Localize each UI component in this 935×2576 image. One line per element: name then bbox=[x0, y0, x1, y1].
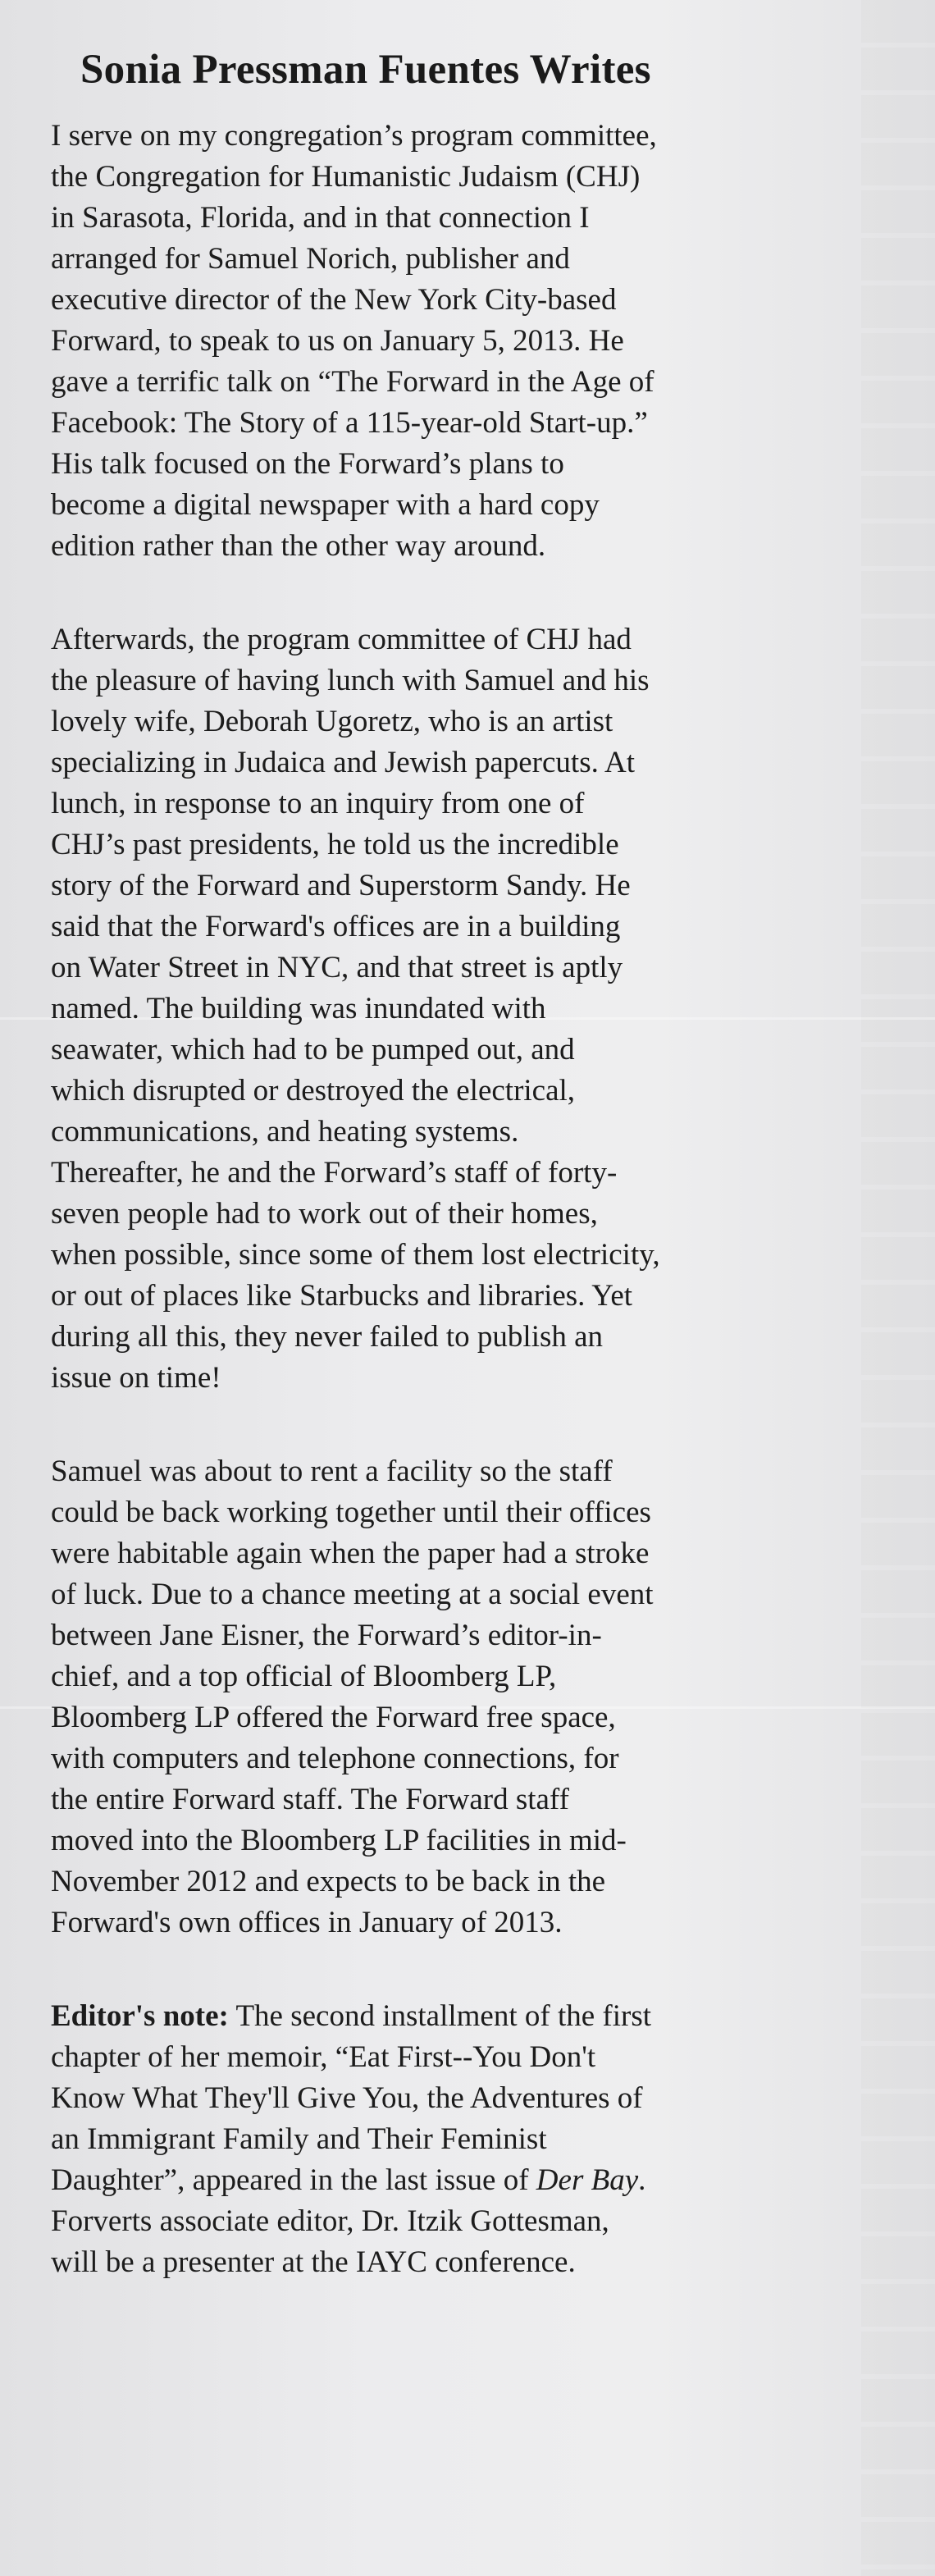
paragraph-intro bbox=[51, 116, 871, 567]
text-line: become a digital newspaper with a hard copy bbox=[51, 487, 600, 522]
text-line: I serve on my congregation’s program committee, bbox=[51, 118, 657, 153]
text-line: Bloomberg LP offered the Forward free space, bbox=[51, 1700, 616, 1734]
bleed-through-shading bbox=[861, 0, 935, 2576]
article-title: Sonia Pressman Fuentes Writes bbox=[80, 47, 651, 93]
text-line: seawater, which had to be pumped out, and bbox=[51, 1032, 575, 1066]
paragraph-bloomberg bbox=[51, 1451, 871, 1943]
text-line: arranged for Samuel Norich, publisher and bbox=[51, 241, 570, 276]
text-line: the pleasure of having lunch with Samuel and his bbox=[51, 663, 650, 697]
text-line: named. The building was inundated with bbox=[51, 991, 546, 1025]
text-line: Thereafter, he and the Forward’s staff of forty- bbox=[51, 1155, 618, 1190]
text-line: or out of places like Starbucks and libraries. Yet bbox=[51, 1278, 633, 1313]
text-line: executive director of the New York City-based bbox=[51, 282, 617, 317]
editors-note-line: an Immigrant Family and Their Feminist bbox=[51, 2122, 547, 2156]
text-line: in Sarasota, Florida, and in that connection I bbox=[51, 200, 590, 235]
text-line: chief, and a top official of Bloomberg LP, bbox=[51, 1659, 557, 1693]
editors-note-line: will be a presenter at the IAYC conference. bbox=[51, 2245, 576, 2279]
text-line: edition rather than the other way around. bbox=[51, 528, 546, 563]
text-line: the Congregation for Humanistic Judaism (CHJ) bbox=[51, 159, 641, 194]
text-line: could be back working together until their offices bbox=[51, 1495, 651, 1529]
text-line: story of the Forward and Superstorm Sandy. He bbox=[51, 868, 631, 902]
text-line: CHJ’s past presidents, he told us the incredible bbox=[51, 827, 619, 861]
text-line: which disrupted or destroyed the electrical, bbox=[51, 1073, 576, 1108]
text-line: during all this, they never failed to publish an bbox=[51, 1319, 604, 1354]
text-line: November 2012 and expects to be back in the bbox=[51, 1864, 606, 1898]
text-line: Forward, to speak to us on January 5, 2013. He bbox=[51, 323, 624, 358]
publication-name: Der Bay bbox=[536, 2163, 639, 2197]
text-line: gave a terrific talk on “The Forward in the Age of bbox=[51, 364, 654, 399]
text-line: when possible, since some of them lost electricity, bbox=[51, 1237, 660, 1272]
text-line: lunch, in response to an inquiry from one of bbox=[51, 786, 585, 820]
text-line: of luck. Due to a chance meeting at a social event bbox=[51, 1577, 654, 1611]
text-line: communications, and heating systems. bbox=[51, 1114, 519, 1149]
paragraph-lunch-story bbox=[51, 619, 871, 1399]
editors-note-text: . bbox=[638, 2163, 646, 2197]
text-line: between Jane Eisner, the Forward’s editor-in- bbox=[51, 1618, 602, 1652]
editors-note-text: Daughter”, appeared in the last issue of bbox=[51, 2163, 536, 2197]
text-line: with computers and telephone connections, for bbox=[51, 1741, 619, 1775]
editors-note-line bbox=[51, 1996, 871, 2037]
text-line: said that the Forward's offices are in a building bbox=[51, 909, 621, 943]
text-line: specializing in Judaica and Jewish papercuts. At bbox=[51, 745, 636, 779]
text-line: on Water Street in NYC, and that street is aptly bbox=[51, 950, 623, 984]
text-line: were habitable again when the paper had a stroke bbox=[51, 1536, 650, 1570]
editors-note-line: chapter of her memoir, “Eat First--You Don't bbox=[51, 2039, 596, 2074]
editors-note-label: Editor's note: bbox=[51, 1998, 229, 2033]
text-line: seven people had to work out of their homes, bbox=[51, 1196, 598, 1231]
text-line: Forward's own offices in January of 2013. bbox=[51, 1905, 563, 1939]
editors-note-line: Know What They'll Give You, the Adventures of bbox=[51, 2080, 643, 2115]
text-line: the entire Forward staff. The Forward staff bbox=[51, 1782, 569, 1816]
editors-note bbox=[51, 1996, 871, 2283]
editors-note-line bbox=[51, 2160, 871, 2201]
text-line: His talk focused on the Forward’s plans to bbox=[51, 446, 564, 481]
text-line: Afterwards, the program committee of CHJ had bbox=[51, 622, 632, 656]
text-line: lovely wife, Deborah Ugoretz, who is an artist bbox=[51, 704, 613, 738]
text-line: Samuel was about to rent a facility so the staff bbox=[51, 1454, 613, 1488]
editors-note-line: Forverts associate editor, Dr. Itzik Gottesman, bbox=[51, 2204, 609, 2238]
editors-note-text: The second installment of the first bbox=[228, 1998, 652, 2033]
text-line: issue on time! bbox=[51, 1360, 221, 1395]
article bbox=[51, 46, 871, 2283]
text-line: Facebook: The Story of a 115-year-old Start-up.” bbox=[51, 405, 648, 440]
text-line: moved into the Bloomberg LP facilities in mid- bbox=[51, 1823, 627, 1857]
